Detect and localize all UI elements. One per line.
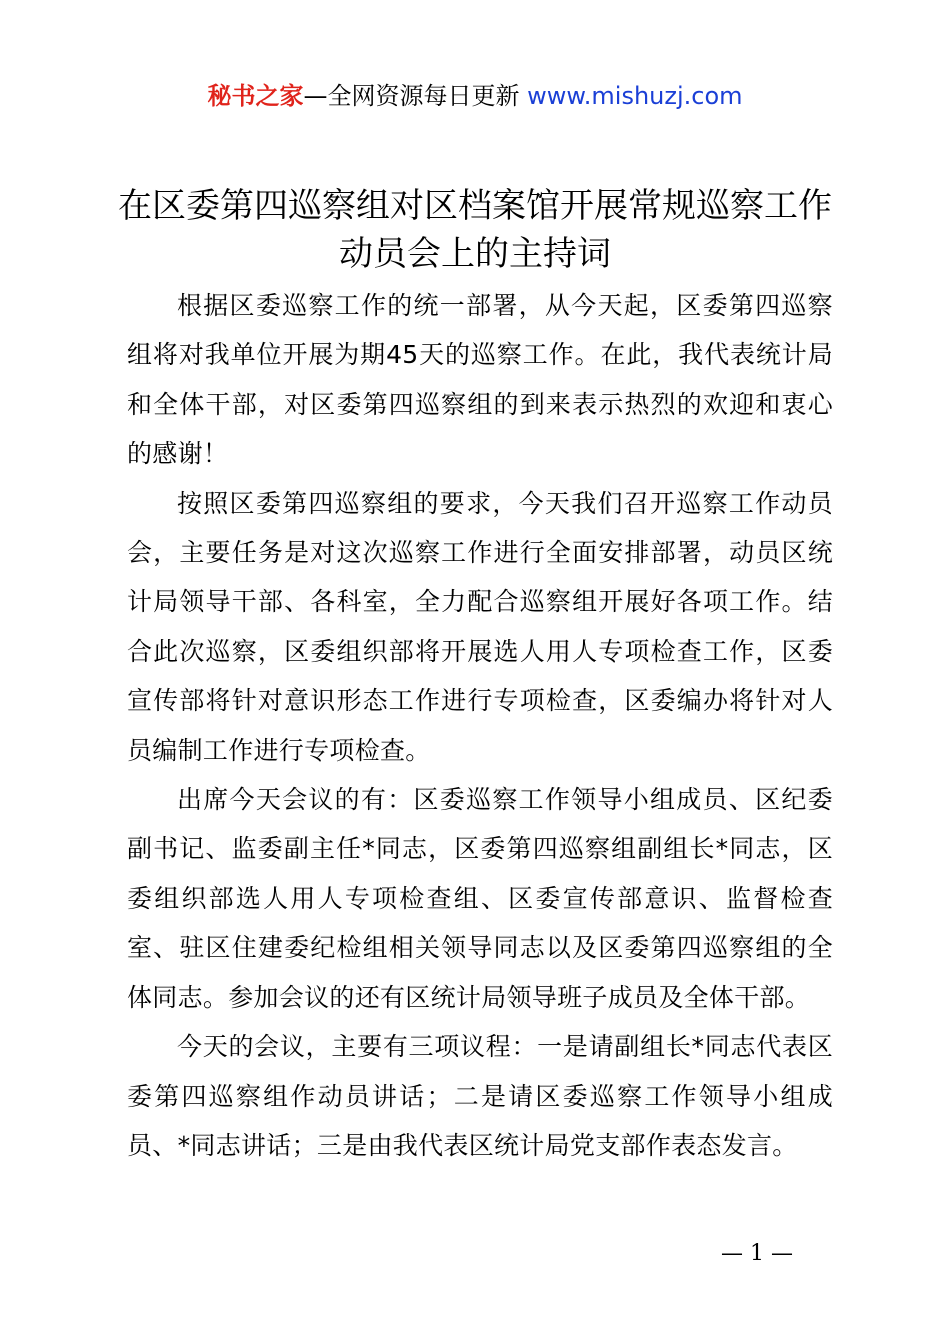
paragraph-opening: 根据区委巡察工作的统一部署，从今天起，区委第四巡察组将对我单位开展为期45天的巡察工作。在此，我代表统计局和全体干部，对区委第四巡察组的到来表示热烈的欢迎和衷心的感谢！: [127, 291, 833, 469]
site-brand: 秘书之家: [207, 82, 304, 110]
site-url-link[interactable]: www.mishuzj.com: [527, 82, 743, 110]
paragraph-meeting-purpose: 按照区委第四巡察组的要求，今天我们召开巡察工作动员会，主要任务是对这次巡察工作进行全面安排部署，动员区统计局领导干部、各科室，全力配合巡察组开展好各项工作。结合此次巡察，区委组织部将开展选人用人专项检查工作，区委宣传部将针对意识形态工作进行专项检查，区委编办将针对人员编制工作进行专项检查。: [127, 488, 833, 765]
paragraph-agenda: 今天的会议，主要有三项议程：一是请副组长*同志代表区委第四巡察组作动员讲话；二是请区委巡察工作领导小组成员、*同志讲话；三是由我代表区统计局党支部作表态发言。: [127, 1032, 833, 1160]
document-body: [127, 281, 833, 1170]
page-number: — 1 —: [721, 1241, 793, 1266]
document-title: 在区委第四巡察组对区档案馆开展常规巡察工作动员会上的主持词: [118, 186, 832, 274]
paragraph-attendees: 出席今天会议的有：区委巡察工作领导小组成员、区纪委副书记、监委副主任*同志，区委第四巡察组副组长*同志，区委组织部选人用人专项检查组、区委宣传部意识、监督检查室、驻区住建委纪检组相关领导同志以及区委第四巡察组的全体同志。参加会议的还有区统计局领导班子成员及全体干部。: [127, 785, 833, 1012]
site-tagline: —全网资源每日更新: [303, 82, 528, 110]
site-header: [0, 80, 950, 112]
